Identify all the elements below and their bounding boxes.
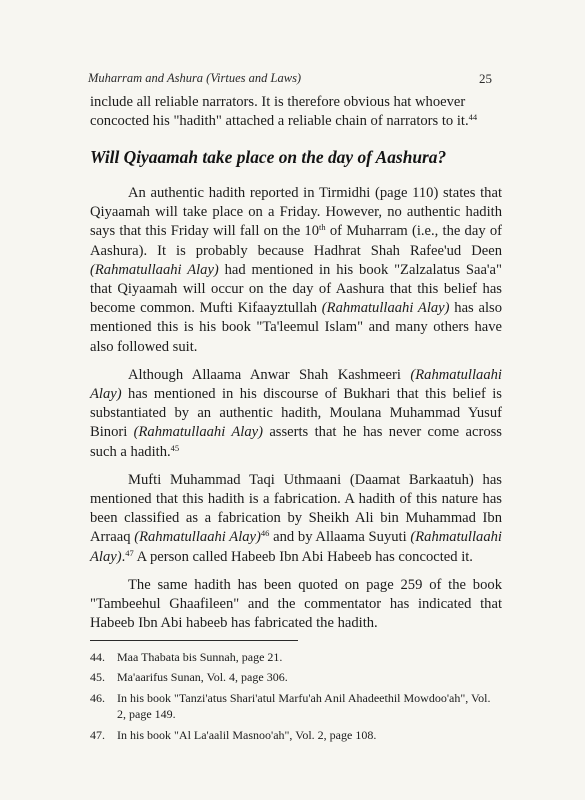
ordinal-superscript: th bbox=[319, 222, 326, 233]
footnote-number: 46. bbox=[90, 690, 105, 705]
honorific-italic: (Rahmatullaahi Alay) bbox=[90, 261, 219, 278]
footnote-item bbox=[90, 727, 502, 743]
paragraph-1 bbox=[90, 184, 502, 357]
section-heading: Will Qiyaamah take place on the day of Aashura? bbox=[90, 147, 447, 167]
honorific-italic: (Rahmatullaahi Alay) bbox=[90, 366, 502, 403]
honorific-italic: (Rahmatullaahi Alay) bbox=[90, 529, 502, 565]
paragraph-2 bbox=[90, 366, 502, 462]
footnote-text: Maa Thabata bis Sunnah, page 21. bbox=[117, 650, 283, 664]
intro-line-2 bbox=[90, 112, 502, 131]
paragraph-1-text-a: An authentic hadith reported in Tirmidhi (page 110) states that Qiyaamah will take place on a Friday. However, no authentic hadith says that this Friday will fall on the 10 bbox=[90, 185, 502, 240]
paragraph-3-text-a: Mufti Muhammad Taqi Uthmaani (Daamat Barkaatuh) has mentioned that this hadith is a fabrication. A hadith of this nature has been classified as a fabrication by Sheikh Ali bin Muhammad Ibn Arraaq bbox=[90, 471, 502, 546]
body-text bbox=[90, 184, 502, 633]
paragraph-3-text-b: and by Allaama Suyuti bbox=[269, 529, 411, 546]
intro-line-2-text: concocted his "hadith" attached a reliable chain of narrators to it. bbox=[90, 113, 469, 130]
paragraph-2-text-b: has mentioned in his discourse of Bukhari that this belief is substantiated by an authentic hadith, Moulana Muhammad Yusuf Binori bbox=[90, 386, 502, 441]
footnote-item bbox=[90, 649, 502, 665]
intro-text bbox=[90, 93, 502, 131]
paragraph-2-text-c: asserts that he has never come across such a hadith. bbox=[90, 424, 502, 460]
footnote-number: 44. bbox=[90, 650, 105, 664]
paragraph-3-text-c: A person called Habeeb Ibn Abi Habeeb has concocted it. bbox=[133, 548, 473, 565]
paragraph-3 bbox=[90, 471, 502, 567]
footnote-ref-45: 45 bbox=[170, 442, 180, 453]
honorific-italic: (Rahmatullaahi Alay) bbox=[134, 529, 261, 546]
footnote-divider bbox=[90, 640, 298, 641]
paragraph-3-period: . bbox=[121, 548, 126, 565]
page-number: 25 bbox=[479, 71, 492, 86]
honorific-italic: (Rahmatullaahi Alay) bbox=[321, 300, 450, 317]
footnote-ref-46: 46 bbox=[260, 528, 270, 539]
paragraph-1-text-b: of Muharram (i.e., the day of Aashura). It is probably because Hadhrat Shah Rafee'ud Deen bbox=[90, 223, 502, 259]
footnote-ref-47: 47 bbox=[125, 547, 134, 558]
honorific-italic: (Rahmatullaahi Alay) bbox=[133, 424, 263, 441]
footnote-number: 45. bbox=[90, 670, 105, 685]
footnote-number: 47. bbox=[90, 727, 105, 742]
paragraph-4: The same hadith has been quoted on page 259 of the book "Tambeehul Ghaafileen" and the commentator has indicated that Habeeb Ibn Abi habeeb has fabricated the hadith. bbox=[90, 576, 502, 632]
paragraph-1-text-c: had mentioned in his book "Zalzalatus Saa'a" that Qiyaamah will occur on the day of Aashura that this belief has become common. Mufti Kifaayztullah bbox=[90, 261, 502, 317]
footnote-item bbox=[90, 690, 502, 723]
footnote-text: In his book "Al La'aalil Masnoo'ah", Vol. 2, page 108. bbox=[117, 727, 377, 742]
footnote-text: Ma'aarifus Sunan, Vol. 4, page 306. bbox=[117, 670, 288, 685]
paragraph-1-text-d: has also mentioned this is his book "Ta'leemul Islam" and many others have also followed suit. bbox=[90, 300, 502, 355]
intro-line-1: include all reliable narrators. It is therefore obvious hat whoever bbox=[90, 94, 466, 110]
running-title: Muharram and Ashura (Virtues and Laws) bbox=[88, 71, 302, 85]
footnote-ref-44: 44 bbox=[468, 112, 478, 123]
footnote-text: In his book "Tanzi'atus Shari'atul Marfu'ah Anil Ahadeethil Mowdoo'ah", Vol. 2, page 149. bbox=[117, 690, 491, 722]
footnote-list bbox=[90, 649, 502, 747]
footnote-item bbox=[90, 669, 502, 685]
paragraph-2-text-a: Although Allaama Anwar Shah Kashmeeri bbox=[128, 366, 411, 383]
